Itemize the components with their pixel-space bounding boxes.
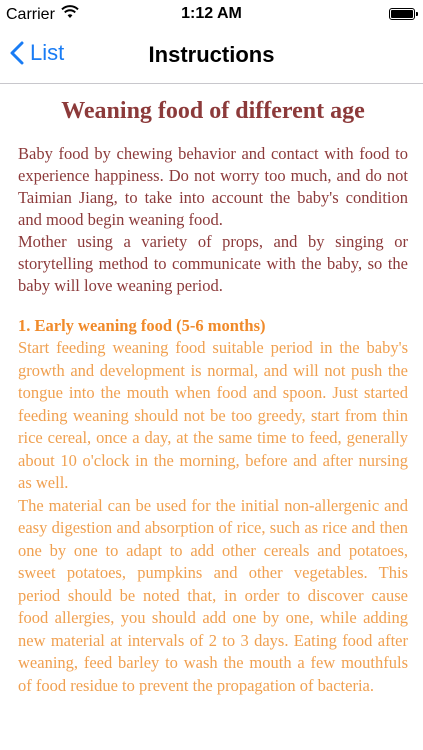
status-bar xyxy=(0,0,423,28)
section-paragraph: The material can be used for the initial non-allergenic and easy digestion and absorption of rice, such as rice and then one by one to adapt to add other cereals and potatoes, sweet potatoes, pumpkins and other vegetables. This period should be noted that, in order to discover cause food allergies, you should add one by one, while adding new material at intervals of 2 to 3 days. Eating food after weaning, feed barley to wash the mouth a few mouthfuls of food residue to prevent the propagation of bacteria. xyxy=(18,495,408,695)
section-early-weaning xyxy=(18,315,408,697)
intro-paragraph: Baby food by chewing behavior and contact with food to experience happiness. Do not worry too much, and do not Taimian Jiang, to take into account the baby's condition and mood begin weaning food. xyxy=(18,144,408,229)
status-time: 1:12 AM xyxy=(181,5,242,22)
section-paragraph: Start feeding weaning food suitable period in the baby's growth and development is normal, and will not push the tongue into the mouth when food and spoon. Just started feeding weaning should not be too greedy, start from thin rice cereal, once a day, at the same time to feed, generally about 10 o'clock in the morning, before and after nursing as well. xyxy=(18,338,408,492)
page-title: Instructions xyxy=(148,42,275,67)
battery-icon xyxy=(389,8,415,20)
intro-paragraph: Mother using a variety of props, and by singing or storytelling method to communicate with the baby, so the baby will love weaning period. xyxy=(18,232,408,295)
navigation-bar xyxy=(0,28,423,84)
carrier-label: Carrier xyxy=(6,5,55,23)
back-button-label: List xyxy=(30,40,65,65)
intro-section xyxy=(18,143,408,297)
article-title: Weaning food of different age xyxy=(61,98,365,124)
section-heading: 1. Early weaning food (5-6 months) xyxy=(18,316,266,335)
article-content[interactable] xyxy=(18,86,408,750)
